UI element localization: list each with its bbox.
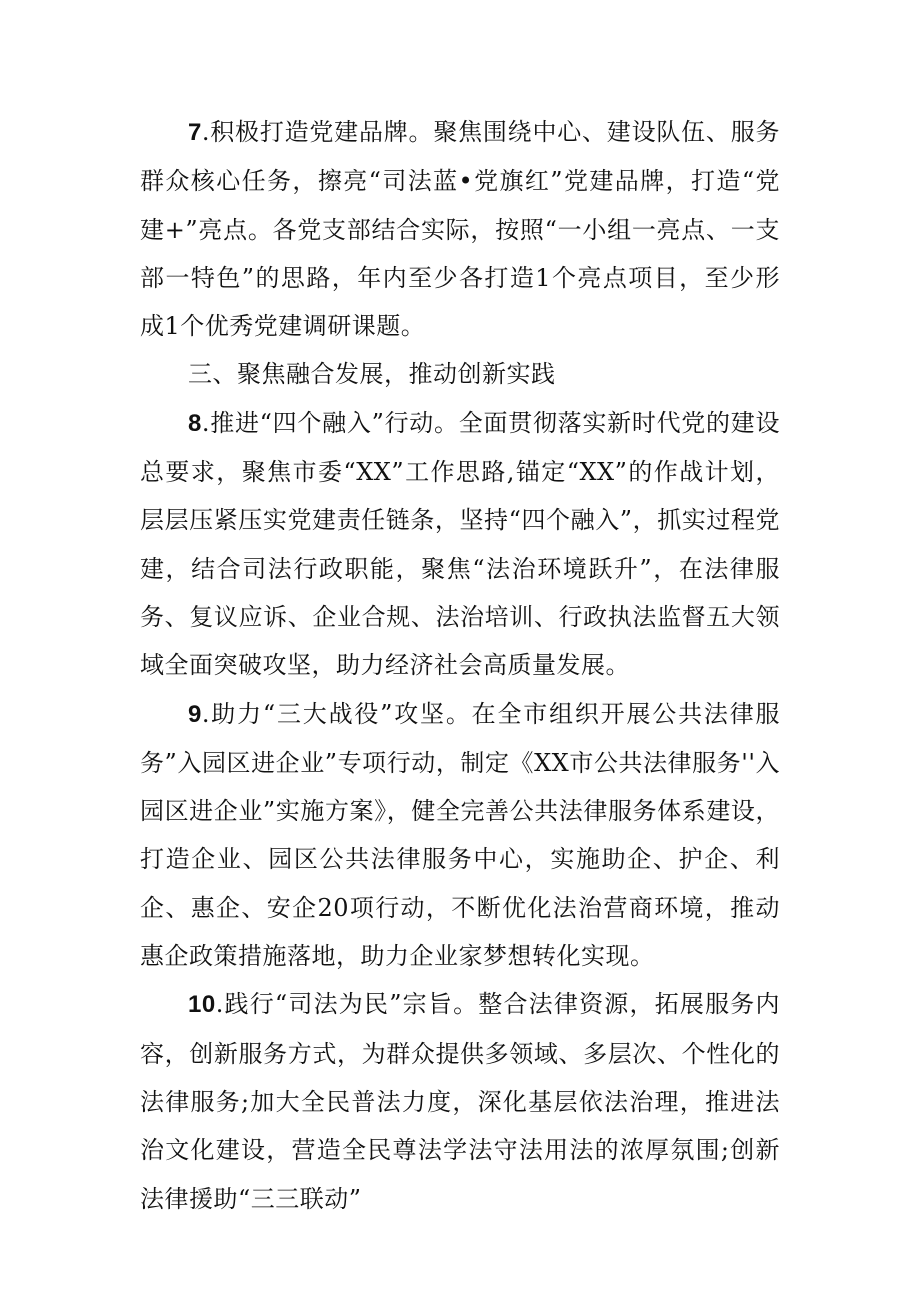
heading-text: 三、聚焦融合发展，推动创新实践 [188,360,556,389]
section-heading-3 [140,350,780,398]
paragraph-text: .践行“司法为民”宗旨。整合法律资源，拓展服务内容，创新服务方式，为群众提供多领域、多层次、个性化的法律服务;加大全民普法力度，深化基层依法治理，推进法治文化建设，营造全民尊法学法守法用法的浓厚氛围;创新法律援助“三三联动” [140,990,780,1213]
paragraph-7 [140,108,780,350]
paragraph-number: 10 [188,991,216,1019]
paragraph-number: 7 [188,119,202,146]
paragraph-number: 9 [188,700,202,728]
paragraph-9 [140,690,780,981]
paragraph-10 [140,980,780,1222]
paragraph-number: 8 [188,409,202,437]
paragraph-8 [140,399,780,690]
paragraph-text: .推进“四个融入”行动。全面贯彻落实新时代党的建设总要求，聚焦市委“XX”工作思路,锚定“XX”的作战计划，层层压紧压实党建责任链条，坚持“四个融入”，抓实过程党建，结合司法行政职能，聚焦“法治环境跃升”，在法律服务、复议应诉、企业合规、法治培训、行政执法监督五大领域全面突破攻坚，助力经济社会高质量发展。 [140,408,780,680]
paragraph-text: .助力“三大战役”攻坚。在全市组织开展公共法律服务”入园区进企业”专项行动，制定《XX市公共法律服务''入园区进企业”实施方案》，健全完善公共法律服务体系建设，打造企业、园区公共法律服务中心，实施助企、护企、利企、惠企、安企20项行动，不断优化法治营商环境，推动惠企政策措施落地，助力企业家梦想转化实现。 [140,699,780,971]
paragraph-text: .积极打造党建品牌。聚焦围绕中心、建设队伍、服务群众核心任务，擦亮“司法蓝•党旗红”党建品牌，打造“党建+”亮点。各党支部结合实际，按照“一小组一亮点、一支部一特色”的思路，年内至少各打造1个亮点项目，至少形成1个优秀党建调研课题。 [140,118,780,341]
